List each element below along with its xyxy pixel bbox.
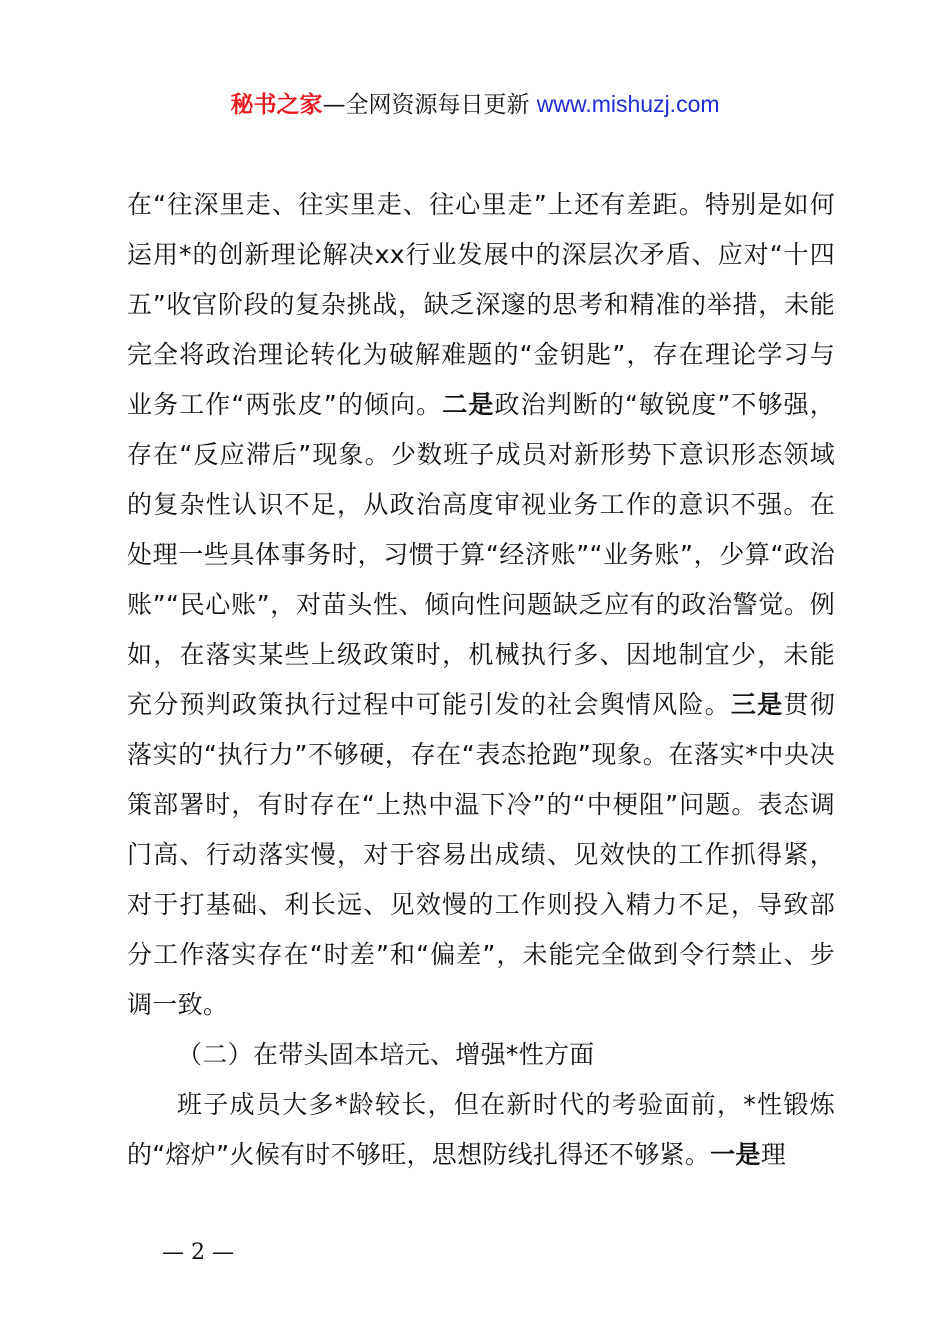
paragraph-text: 在“往深里走、往实里走、往心里走”上还有差距。特别是如何运用*的创新理论解决xx行业发展中的深层次矛盾、应对“十四五”收官阶段的复杂挑战，缺乏深邃的思考和精准的举措，未能完全将政治理论转化为破解难题的“金钥匙”，存在理论学习与业务工作“两张皮”的倾向。	[127, 190, 835, 419]
page-number: — 2 —	[162, 1240, 234, 1265]
paragraph-text: 贯彻落实的“执行力”不够硬，存在“表态抢跑”现象。在落实*中央决策部署时，有时存在“上热中温下冷”的“中梗阻”问题。表态调门高、行动落实慢，对于容易出成绩、见效快的工作抓得紧，对于打基础、利长远、见效慢的工作则投入精力不足，导致部分工作落实存在“时差”和“偏差”，未能完全做到令行禁止、步调一致。	[127, 690, 835, 1019]
site-url[interactable]: www.mishuzj.com	[536, 91, 720, 117]
point-label-two: 二是	[442, 390, 495, 419]
document-body	[127, 180, 835, 1180]
point-label-one: 一是	[710, 1140, 761, 1169]
site-header	[0, 86, 950, 123]
paragraph-text: 理	[760, 1140, 787, 1169]
brand-name: 秘书之家	[230, 92, 323, 118]
paragraph-continued	[127, 180, 835, 1030]
paragraph-text: 班子成员大多*龄较长，但在新时代的考验面前，*性锻炼的“熔炉”火候有时不够旺，思想防线扎得还不够紧。	[127, 1090, 835, 1169]
point-label-three: 三是	[730, 690, 784, 719]
header-tagline: —全网资源每日更新	[322, 92, 537, 118]
section-heading: （二）在带头固本培元、增强*性方面	[177, 1040, 595, 1069]
paragraph-text: 政治判断的“敏锐度”不够强，存在“反应滞后”现象。少数班子成员对新形势下意识形态领域的复杂性认识不足，从政治高度审视业务工作的意识不强。在处理一些具体事务时，习惯于算“经济账”“业务账”，少算“政治账”“民心账”，对苗头性、倾向性问题缺乏应有的政治警觉。例如，在落实某些上级政策时，机械执行多、因地制宜少，未能充分预判政策执行过程中可能引发的社会舆情风险。	[127, 390, 836, 719]
paragraph	[127, 1080, 835, 1180]
